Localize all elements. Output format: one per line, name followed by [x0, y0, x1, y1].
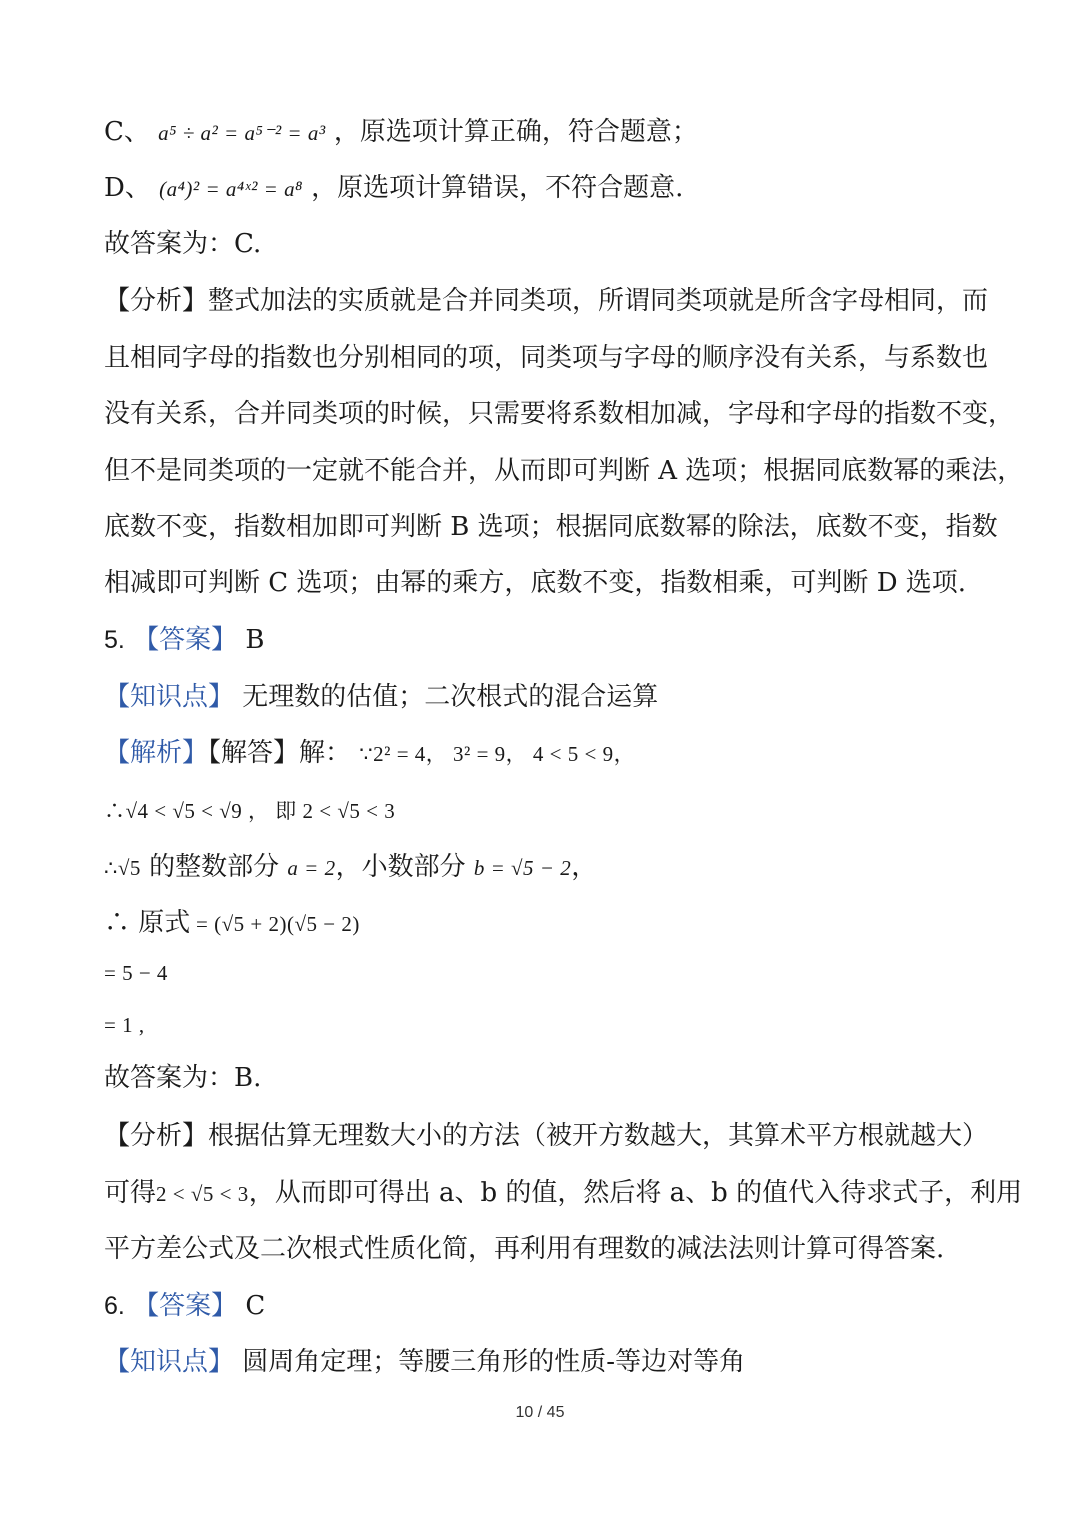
analysis-line-5: 底数不变，指数相加即可判断 B 选项；根据同底数幂的除法，底数不变，指数 — [104, 512, 998, 542]
analysis-5-text-a: 可得 — [104, 1178, 157, 1208]
analysis-line-6: 相减即可判断 C 选项；由幂的乘方，底数不变，指数相乘，可判断 D 选项. — [104, 568, 967, 598]
option-d-line — [104, 168, 984, 208]
knowledge-point-5 — [104, 677, 984, 717]
analysis-5-text-b: ，从而即可得出 a、b 的值，然后将 a、b 的值代入待求式子，利用 — [248, 1178, 1023, 1208]
solution-step-4 — [104, 952, 984, 992]
step-2-sqrt: ∴√5 — [104, 856, 141, 880]
step-2-b-value: b = √5 − 2 — [473, 856, 572, 880]
answer-value: C — [245, 1291, 266, 1321]
solution-5-start — [104, 733, 984, 773]
page-number: 10 / 45 — [515, 1404, 565, 1421]
option-c-label: C、 — [104, 117, 150, 147]
step-2-comma: ， — [571, 852, 598, 882]
answer-tag: 【答案】 — [133, 1291, 238, 1321]
analysis-line-3: 没有关系，合并同类项的时候，只需要将系数相加减，字母和字母的指数不变， — [104, 399, 1015, 429]
solution-step-2 — [104, 847, 984, 887]
solution-formula: ∵2² = 4， 3² = 9， 4 < 5 < 9， — [359, 742, 636, 766]
step-1-formula: ∴√4 < √5 < √9 ， 即 2 < √5 < 3 — [104, 799, 396, 823]
knowledge-text: 无理数的估值；二次根式的混合运算 — [242, 682, 659, 712]
analysis-line-1: 【分析】整式加法的实质就是合并同类项，所谓同类项就是所含字母相同，而 — [104, 286, 989, 316]
question-5-answer — [104, 620, 984, 660]
solution-step-1 — [104, 790, 984, 830]
analysis-5-line-2 — [104, 1173, 1023, 1213]
analysis-line-2: 且相同字母的指数也分别相同的项，同类项与字母的顺序没有关系，与系数也 — [104, 343, 989, 373]
option-d-formula: (a⁴)² = a⁴ˣ² = a⁸ — [159, 177, 303, 201]
step-5-formula: = 1 , — [104, 1013, 145, 1037]
knowledge-tag: 【知识点】 — [104, 1347, 235, 1377]
step-2-text-b: ，小数部分 — [335, 852, 474, 882]
question-6-answer — [104, 1286, 984, 1326]
question-number: 6. — [104, 1292, 125, 1320]
solution-step-5 — [104, 1004, 984, 1044]
step-4-formula: = 5 − 4 — [104, 961, 168, 985]
question-number: 5. — [104, 626, 125, 654]
option-c-line — [104, 112, 984, 152]
solution-subtag: 【解答】解： — [208, 738, 352, 768]
analysis-5-line-3: 平方差公式及二次根式性质化简，再利用有理数的减法法则计算可得答案. — [104, 1234, 945, 1264]
answer-conclusion-q4: 故答案为：C. — [104, 229, 262, 259]
analysis-5-formula: 2 < √5 < 3 — [156, 1182, 249, 1206]
step-2-text-a: 的整数部分 — [140, 852, 288, 882]
step-2-a-value: a = 2 — [287, 856, 336, 880]
analysis-5-line-1: 【分析】根据估算无理数大小的方法（被开方数越大，其算术平方根就越大） — [104, 1121, 989, 1151]
answer-value: B — [245, 625, 265, 655]
knowledge-point-6 — [104, 1342, 984, 1382]
option-d-text: ，原选项计算错误，不符合题意. — [311, 173, 684, 203]
answer-conclusion-q5: 故答案为：B. — [104, 1063, 262, 1093]
knowledge-tag: 【知识点】 — [104, 682, 235, 712]
solution-step-3 — [104, 903, 984, 943]
option-d-label: D、 — [104, 173, 151, 203]
step-3-label: ∴ 原式 — [104, 908, 191, 938]
solution-tag: 【解析】 — [104, 738, 209, 768]
analysis-line-4: 但不是同类项的一定就不能合并，从而即可判断 A 选项；根据同底数幂的乘法， — [104, 456, 1024, 486]
knowledge-text: 圆周角定理；等腰三角形的性质-等边对等角 — [242, 1347, 746, 1377]
option-c-formula: a⁵ ÷ a² = a⁵⁻² = a³ — [158, 121, 326, 145]
answer-tag: 【答案】 — [133, 625, 238, 655]
step-3-formula: = (√5 + 2)(√5 − 2) — [190, 912, 360, 936]
option-c-text: ，原选项计算正确，符合题意； — [333, 117, 698, 147]
